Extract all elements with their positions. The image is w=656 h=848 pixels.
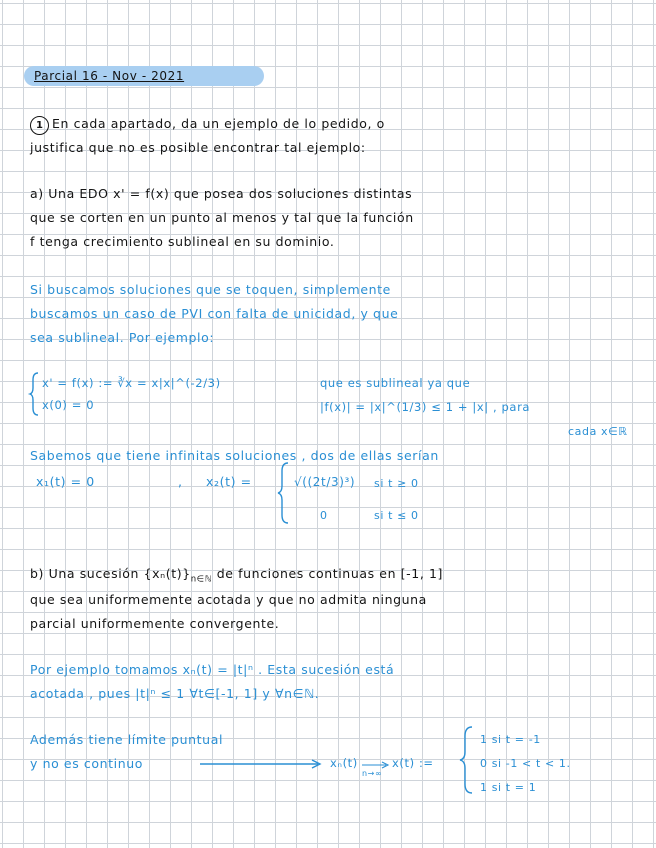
part-b-line-3: parcial uniformemente convergente.	[30, 616, 280, 631]
part-a-line-3: f tenga crecimiento sublineal en su dominio.	[30, 234, 335, 249]
part-b-line-1	[30, 568, 443, 584]
limit-case-3: 1 si t = 1	[480, 781, 537, 794]
part-b-line-2: que sea uniformemente acotada y que no admita ninguna	[30, 592, 427, 607]
limit-small-arrow	[362, 762, 390, 768]
piecewise-brace-b	[460, 726, 474, 794]
x2-case-1-cond: si t ≥ 0	[374, 477, 419, 490]
system-line-2: x(0) = 0	[42, 398, 95, 412]
limit-sequence: xₙ(t)	[330, 756, 358, 770]
limit-arrow	[200, 760, 322, 768]
answer-a-line-3: sea sublineal. Por ejemplo:	[30, 330, 215, 345]
sublinear-line-2: |f(x)| = |x|^(1/3) ≤ 1 + |x| , para	[320, 400, 531, 414]
limit-case-2: 0 si -1 < t < 1.	[480, 757, 571, 770]
answer-b-line-3: Además tiene límite puntual	[30, 732, 224, 747]
system-line-1: x' = f(x) := ∛x = x|x|^(-2/3)	[42, 376, 221, 390]
part-a-line-1: a) Una EDO x' = f(x) que posea dos soluciones distintas	[30, 186, 413, 201]
answer-b-line-2: acotada , pues |t|ⁿ ≤ 1 ∀t∈[-1, 1] y ∀n∈ℕ.	[30, 686, 320, 701]
x2-case-2-cond: si t ≤ 0	[374, 509, 419, 522]
intro-line-2: justifica que no es posible encontrar tal ejemplo:	[30, 140, 366, 155]
part-b-line-1-start: b) Una sucesión {xₙ(t)}	[30, 566, 191, 581]
answer-b-line-1: Por ejemplo tomamos xₙ(t) = |t|ⁿ . Esta sucesión está	[30, 662, 395, 677]
answer-a-line-1: Si buscamos soluciones que se toquen, simplemente	[30, 282, 391, 297]
sublinear-line-3: cada x∈ℝ	[568, 425, 628, 438]
part-a-line-2: que se corten en un punto al menos y tal que la función	[30, 210, 414, 225]
limit-case-1: 1 si t = -1	[480, 733, 541, 746]
intro-line-1: En cada apartado, da un ejemplo de lo pedido, o	[52, 116, 385, 131]
part-b-index-set: n∈ℕ	[190, 574, 213, 585]
solution-x2-name: x₂(t) =	[206, 474, 252, 489]
system-brace	[30, 372, 40, 416]
solution-x2-label: ,	[178, 474, 183, 489]
solution-x1: x₁(t) = 0	[36, 474, 95, 489]
x2-case-2-expr: 0	[320, 509, 328, 522]
solutions-line: Sabemos que tiene infinitas soluciones , dos de ellas serían	[30, 448, 439, 463]
limit-result: x(t) :=	[392, 756, 434, 770]
piecewise-brace-a	[278, 462, 290, 524]
problem-number: 1	[30, 116, 49, 135]
x2-case-1-expr: √((2t/3)³)	[294, 475, 356, 489]
sublinear-line-1: que es sublineal ya que	[320, 376, 471, 390]
answer-a-line-2: buscamos un caso de PVI con falta de unicidad, y que	[30, 306, 399, 321]
limit-expression	[330, 758, 358, 770]
limit-subscript: n→∞	[362, 769, 383, 778]
answer-b-line-4: y no es continuo	[30, 756, 143, 771]
page-title: Parcial 16 - Nov - 2021	[34, 69, 185, 83]
part-b-line-1-rest: de funciones continuas en [-1, 1]	[216, 566, 443, 581]
